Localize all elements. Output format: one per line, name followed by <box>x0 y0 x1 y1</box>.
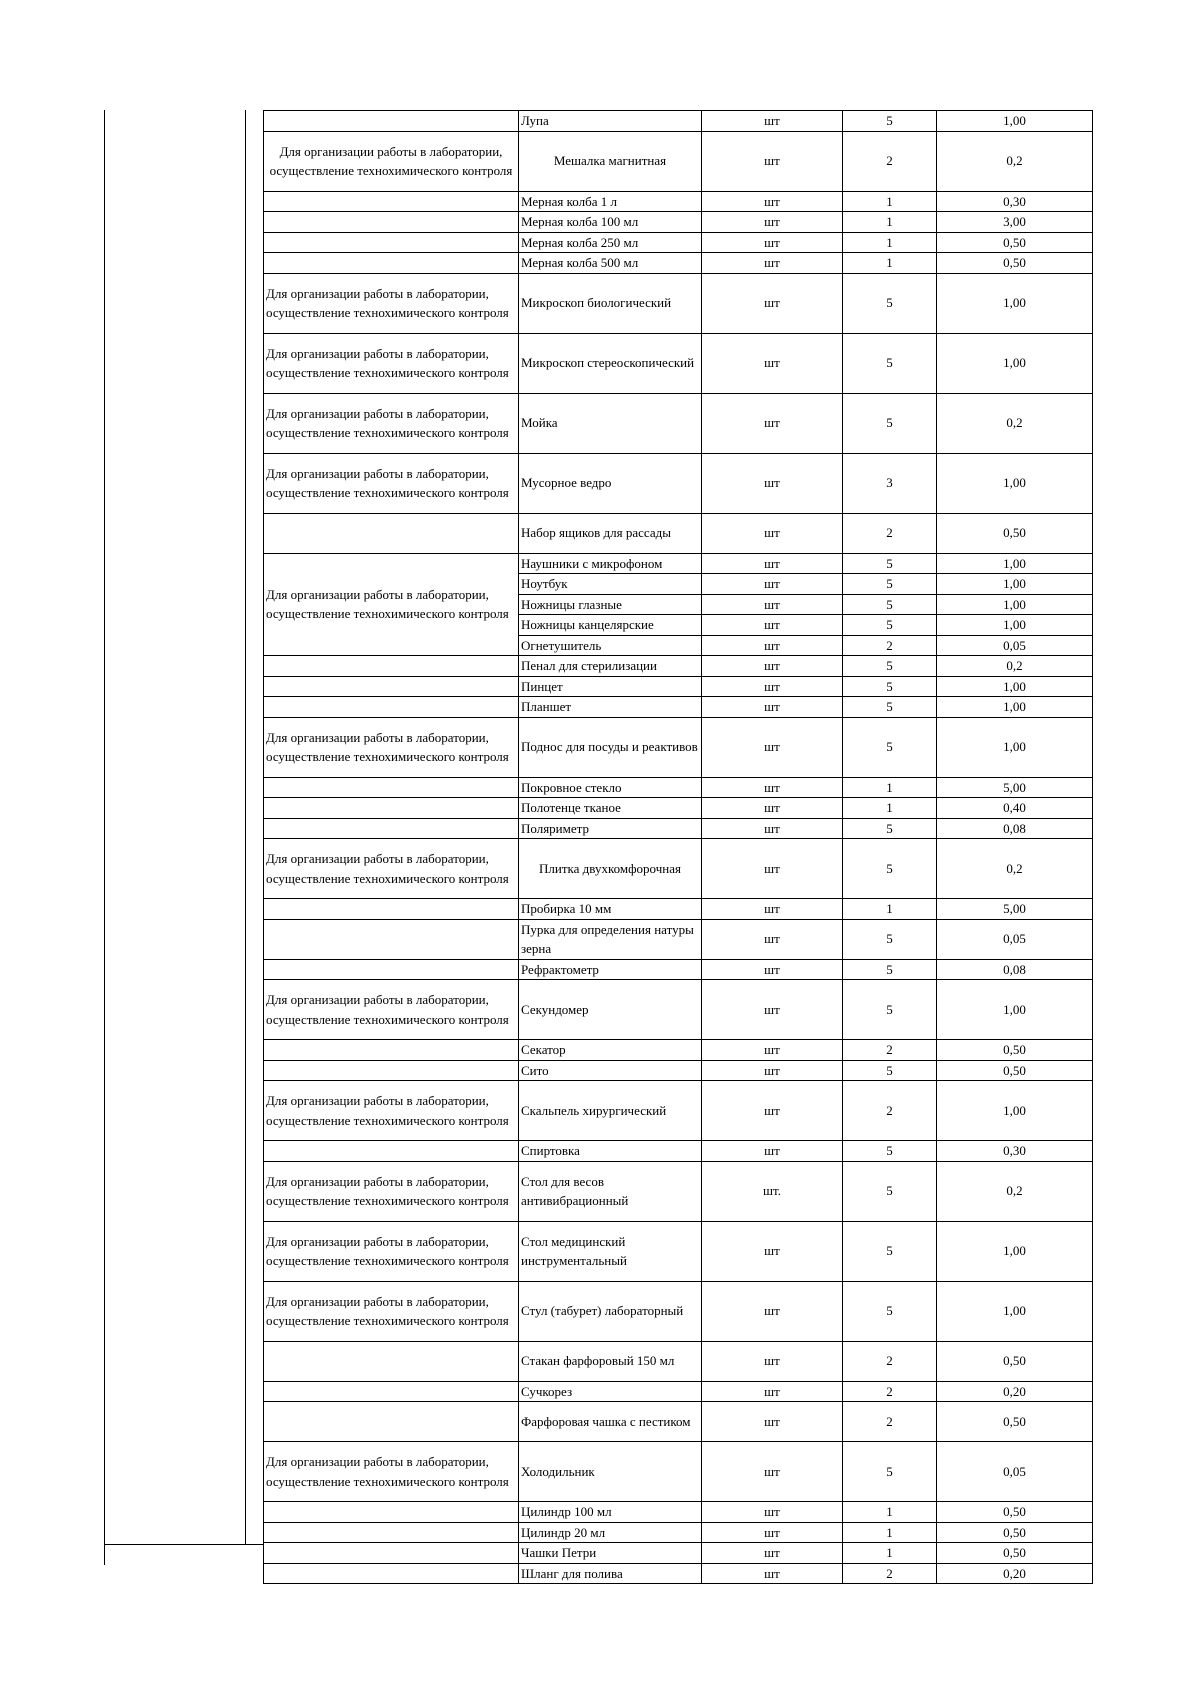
item-name-cell: Стакан фарфоровый 150 мл <box>519 1341 702 1381</box>
table-row <box>264 697 1093 718</box>
purpose-cell <box>264 1543 519 1564</box>
item-name-cell: Покровное стекло <box>519 777 702 798</box>
unit-cell: шт <box>702 798 843 819</box>
table-row <box>264 818 1093 839</box>
purpose-cell <box>264 1141 519 1162</box>
item-name-cell: Стул (табурет) лабораторный <box>519 1281 702 1341</box>
unit-cell: шт <box>702 1221 843 1281</box>
table-row <box>264 453 1093 513</box>
purpose-cell <box>264 191 519 212</box>
quantity-cell: 2 <box>843 131 937 191</box>
table-row <box>264 798 1093 819</box>
purpose-cell: Для организации работы в лаборатории, осуществление технохимического контроля <box>264 717 519 777</box>
purpose-cell: Для организации работы в лаборатории, осуществление технохимического контроля <box>264 1442 519 1502</box>
quantity-cell: 5 <box>843 717 937 777</box>
purpose-cell: Для организации работы в лаборатории, осуществление технохимического контроля <box>264 453 519 513</box>
service-life-cell: 1,00 <box>937 273 1093 333</box>
purpose-cell <box>264 212 519 233</box>
purpose-cell: Для организации работы в лаборатории, осуществление технохимического контроля <box>264 1081 519 1141</box>
purpose-cell <box>264 1381 519 1402</box>
service-life-cell: 0,08 <box>937 959 1093 980</box>
item-name-cell: Мерная колба 500 мл <box>519 253 702 274</box>
service-life-cell: 0,08 <box>937 818 1093 839</box>
service-life-cell: 1,00 <box>937 333 1093 393</box>
quantity-cell: 5 <box>843 1442 937 1502</box>
quantity-cell: 2 <box>843 1341 937 1381</box>
service-life-cell: 1,00 <box>937 615 1093 636</box>
unit-cell: шт <box>702 1543 843 1564</box>
item-name-cell: Ножницы глазные <box>519 594 702 615</box>
unit-cell: шт <box>702 513 843 553</box>
unit-cell: шт <box>702 1081 843 1141</box>
service-life-cell: 0,50 <box>937 1522 1093 1543</box>
service-life-cell: 0,20 <box>937 1563 1093 1584</box>
table-row <box>264 1563 1093 1584</box>
service-life-cell: 1,00 <box>937 1221 1093 1281</box>
table-row <box>264 1543 1093 1564</box>
purpose-cell: Для организации работы в лаборатории, осуществление технохимического контроля <box>264 131 519 191</box>
table-row <box>264 111 1093 132</box>
purpose-cell: Для организации работы в лаборатории, осуществление технохимического контроля <box>264 1281 519 1341</box>
unit-cell: шт <box>702 1402 843 1442</box>
service-life-cell: 0,30 <box>937 191 1093 212</box>
item-name-cell: Фарфоровая чашка с пестиком <box>519 1402 702 1442</box>
unit-cell: шт <box>702 453 843 513</box>
item-name-cell: Сито <box>519 1060 702 1081</box>
purpose-cell <box>264 111 519 132</box>
unit-cell: шт <box>702 594 843 615</box>
quantity-cell: 5 <box>843 574 937 595</box>
table-row <box>264 253 1093 274</box>
item-name-cell: Планшет <box>519 697 702 718</box>
quantity-cell: 5 <box>843 1141 937 1162</box>
left-border-line <box>104 110 105 1565</box>
quantity-cell: 1 <box>843 1543 937 1564</box>
equipment-table <box>263 110 1093 1584</box>
service-life-cell: 0,50 <box>937 1402 1093 1442</box>
service-life-cell: 0,50 <box>937 1543 1093 1564</box>
service-life-cell: 1,00 <box>937 1081 1093 1141</box>
item-name-cell: Поляриметр <box>519 818 702 839</box>
table-row <box>264 553 1093 574</box>
quantity-cell: 5 <box>843 1161 937 1221</box>
service-life-cell: 0,20 <box>937 1381 1093 1402</box>
unit-cell: шт <box>702 1442 843 1502</box>
service-life-cell: 1,00 <box>937 574 1093 595</box>
unit-cell: шт <box>702 191 843 212</box>
purpose-cell <box>264 1341 519 1381</box>
item-name-cell: Цилиндр 20 мл <box>519 1522 702 1543</box>
quantity-cell: 1 <box>843 191 937 212</box>
purpose-cell: Для организации работы в лаборатории, осуществление технохимического контроля <box>264 333 519 393</box>
item-name-cell: Скальпель хирургический <box>519 1081 702 1141</box>
quantity-cell: 5 <box>843 594 937 615</box>
unit-cell: шт <box>702 333 843 393</box>
quantity-cell: 5 <box>843 553 937 574</box>
service-life-cell: 0,50 <box>937 1060 1093 1081</box>
table-row <box>264 273 1093 333</box>
unit-cell: шт <box>702 1040 843 1061</box>
item-name-cell: Ножницы канцелярские <box>519 615 702 636</box>
purpose-cell: Для организации работы в лаборатории, осуществление технохимического контроля <box>264 553 519 656</box>
item-name-cell: Мерная колба 250 мл <box>519 232 702 253</box>
item-name-cell: Мерная колба 100 мл <box>519 212 702 233</box>
unit-cell: шт <box>702 919 843 959</box>
quantity-cell: 5 <box>843 656 937 677</box>
quantity-cell: 5 <box>843 839 937 899</box>
item-name-cell: Цилиндр 100 мл <box>519 1502 702 1523</box>
table-row <box>264 1060 1093 1081</box>
item-name-cell: Мусорное ведро <box>519 453 702 513</box>
item-name-cell: Поднос для посуды и реактивов <box>519 717 702 777</box>
section-bottom-line <box>104 1544 263 1545</box>
unit-cell: шт <box>702 553 843 574</box>
item-name-cell: Сучкорез <box>519 1381 702 1402</box>
unit-cell: шт <box>702 1281 843 1341</box>
unit-cell: шт <box>702 253 843 274</box>
item-name-cell: Пробирка 10 мм <box>519 899 702 920</box>
quantity-cell: 5 <box>843 273 937 333</box>
service-life-cell: 0,50 <box>937 1502 1093 1523</box>
item-name-cell: Пурка для определения натуры зерна <box>519 919 702 959</box>
item-name-cell: Лупа <box>519 111 702 132</box>
unit-cell: шт <box>702 717 843 777</box>
purpose-cell <box>264 656 519 677</box>
table-row <box>264 1522 1093 1543</box>
item-name-cell: Холодильник <box>519 1442 702 1502</box>
quantity-cell: 1 <box>843 253 937 274</box>
quantity-cell: 2 <box>843 1563 937 1584</box>
service-life-cell: 0,2 <box>937 131 1093 191</box>
quantity-cell: 1 <box>843 232 937 253</box>
service-life-cell: 0,2 <box>937 656 1093 677</box>
item-name-cell: Мойка <box>519 393 702 453</box>
item-name-cell: Мерная колба 1 л <box>519 191 702 212</box>
table-row <box>264 513 1093 553</box>
purpose-cell <box>264 1563 519 1584</box>
quantity-cell: 1 <box>843 777 937 798</box>
table-row <box>264 656 1093 677</box>
item-name-cell: Огнетушитель <box>519 635 702 656</box>
item-name-cell: Стол для весов антивибрационный <box>519 1161 702 1221</box>
item-name-cell: Микроскоп стереоскопический <box>519 333 702 393</box>
unit-cell: шт <box>702 1563 843 1584</box>
table-row <box>264 1081 1093 1141</box>
purpose-cell <box>264 818 519 839</box>
service-life-cell: 1,00 <box>937 453 1093 513</box>
table-row <box>264 333 1093 393</box>
table-row <box>264 899 1093 920</box>
service-life-cell: 3,00 <box>937 212 1093 233</box>
table-row <box>264 717 1093 777</box>
service-life-cell: 0,2 <box>937 393 1093 453</box>
quantity-cell: 2 <box>843 1081 937 1141</box>
unit-cell: шт <box>702 111 843 132</box>
unit-cell: шт <box>702 1141 843 1162</box>
purpose-cell <box>264 959 519 980</box>
quantity-cell: 2 <box>843 1381 937 1402</box>
unit-cell: шт <box>702 1502 843 1523</box>
service-life-cell: 1,00 <box>937 717 1093 777</box>
table-row <box>264 777 1093 798</box>
unit-cell: шт <box>702 1522 843 1543</box>
item-name-cell: Набор ящиков для рассады <box>519 513 702 553</box>
table-row <box>264 191 1093 212</box>
service-life-cell: 1,00 <box>937 697 1093 718</box>
table-row <box>264 1281 1093 1341</box>
service-life-cell: 0,05 <box>937 635 1093 656</box>
purpose-cell <box>264 697 519 718</box>
unit-cell: шт <box>702 839 843 899</box>
item-name-cell: Секундомер <box>519 980 702 1040</box>
service-life-cell: 1,00 <box>937 676 1093 697</box>
quantity-cell: 5 <box>843 333 937 393</box>
unit-cell: шт <box>702 131 843 191</box>
unit-cell: шт <box>702 656 843 677</box>
unit-cell: шт <box>702 1341 843 1381</box>
quantity-cell: 5 <box>843 1221 937 1281</box>
service-life-cell: 0,50 <box>937 1341 1093 1381</box>
service-life-cell: 0,50 <box>937 513 1093 553</box>
service-life-cell: 0,50 <box>937 253 1093 274</box>
item-name-cell: Наушники с микрофоном <box>519 553 702 574</box>
unit-cell: шт <box>702 959 843 980</box>
purpose-cell: Для организации работы в лаборатории, осуществление технохимического контроля <box>264 839 519 899</box>
table-row <box>264 1381 1093 1402</box>
table-row <box>264 1040 1093 1061</box>
item-name-cell: Рефрактометр <box>519 959 702 980</box>
quantity-cell: 3 <box>843 453 937 513</box>
item-name-cell: Плитка двухкомфорочная <box>519 839 702 899</box>
table-row <box>264 393 1093 453</box>
purpose-cell: Для организации работы в лаборатории, осуществление технохимического контроля <box>264 393 519 453</box>
item-name-cell: Спиртовка <box>519 1141 702 1162</box>
quantity-cell: 2 <box>843 1040 937 1061</box>
purpose-cell: Для организации работы в лаборатории, осуществление технохимического контроля <box>264 273 519 333</box>
quantity-cell: 5 <box>843 615 937 636</box>
service-life-cell: 0,05 <box>937 1442 1093 1502</box>
table-row <box>264 1161 1093 1221</box>
service-life-cell: 0,05 <box>937 919 1093 959</box>
quantity-cell: 5 <box>843 676 937 697</box>
unit-cell: шт <box>702 899 843 920</box>
unit-cell: шт <box>702 232 843 253</box>
unit-cell: шт. <box>702 1161 843 1221</box>
table-row <box>264 839 1093 899</box>
quantity-cell: 5 <box>843 980 937 1040</box>
item-name-cell: Пенал для стерилизации <box>519 656 702 677</box>
service-life-cell: 0,30 <box>937 1141 1093 1162</box>
quantity-cell: 1 <box>843 1502 937 1523</box>
unit-cell: шт <box>702 676 843 697</box>
service-life-cell: 1,00 <box>937 111 1093 132</box>
table-row <box>264 131 1093 191</box>
table-row <box>264 1221 1093 1281</box>
unit-cell: шт <box>702 818 843 839</box>
quantity-cell: 5 <box>843 111 937 132</box>
item-name-cell: Секатор <box>519 1040 702 1061</box>
table-row <box>264 1141 1093 1162</box>
unit-cell: шт <box>702 574 843 595</box>
quantity-cell: 5 <box>843 959 937 980</box>
unit-cell: шт <box>702 1060 843 1081</box>
service-life-cell: 0,2 <box>937 839 1093 899</box>
table-row <box>264 959 1093 980</box>
unit-cell: шт <box>702 635 843 656</box>
table-row <box>264 232 1093 253</box>
quantity-cell: 5 <box>843 393 937 453</box>
service-life-cell: 5,00 <box>937 899 1093 920</box>
purpose-cell <box>264 1040 519 1061</box>
purpose-cell <box>264 1402 519 1442</box>
table-row <box>264 1402 1093 1442</box>
purpose-cell <box>264 1060 519 1081</box>
table-row <box>264 919 1093 959</box>
service-life-cell: 0,50 <box>937 1040 1093 1061</box>
quantity-cell: 5 <box>843 919 937 959</box>
unit-cell: шт <box>702 212 843 233</box>
service-life-cell: 0,2 <box>937 1161 1093 1221</box>
item-name-cell: Полотенце тканое <box>519 798 702 819</box>
quantity-cell: 2 <box>843 513 937 553</box>
item-name-cell: Стол медицинский инструментальный <box>519 1221 702 1281</box>
quantity-cell: 1 <box>843 1522 937 1543</box>
purpose-cell <box>264 1502 519 1523</box>
purpose-cell <box>264 513 519 553</box>
section-border-line <box>245 110 246 1545</box>
item-name-cell: Шланг для полива <box>519 1563 702 1584</box>
quantity-cell: 5 <box>843 1060 937 1081</box>
service-life-cell: 1,00 <box>937 553 1093 574</box>
unit-cell: шт <box>702 393 843 453</box>
quantity-cell: 5 <box>843 697 937 718</box>
purpose-cell: Для организации работы в лаборатории, осуществление технохимического контроля <box>264 980 519 1040</box>
service-life-cell: 0,40 <box>937 798 1093 819</box>
item-name-cell: Пинцет <box>519 676 702 697</box>
quantity-cell: 2 <box>843 1402 937 1442</box>
service-life-cell: 0,50 <box>937 232 1093 253</box>
purpose-cell <box>264 232 519 253</box>
quantity-cell: 5 <box>843 818 937 839</box>
table-row <box>264 980 1093 1040</box>
table-row <box>264 1502 1093 1523</box>
purpose-cell <box>264 919 519 959</box>
quantity-cell: 1 <box>843 899 937 920</box>
quantity-cell: 5 <box>843 1281 937 1341</box>
unit-cell: шт <box>702 777 843 798</box>
table-row <box>264 1442 1093 1502</box>
purpose-cell <box>264 676 519 697</box>
item-name-cell: Микроскоп биологический <box>519 273 702 333</box>
unit-cell: шт <box>702 980 843 1040</box>
item-name-cell: Чашки Петри <box>519 1543 702 1564</box>
table-row <box>264 212 1093 233</box>
unit-cell: шт <box>702 1381 843 1402</box>
item-name-cell: Мешалка магнитная <box>519 131 702 191</box>
service-life-cell: 5,00 <box>937 777 1093 798</box>
purpose-cell: Для организации работы в лаборатории, осуществление технохимического контроля <box>264 1161 519 1221</box>
table-row <box>264 676 1093 697</box>
quantity-cell: 1 <box>843 798 937 819</box>
service-life-cell: 1,00 <box>937 980 1093 1040</box>
service-life-cell: 1,00 <box>937 1281 1093 1341</box>
quantity-cell: 1 <box>843 212 937 233</box>
purpose-cell <box>264 1522 519 1543</box>
table-row <box>264 1341 1093 1381</box>
unit-cell: шт <box>702 273 843 333</box>
service-life-cell: 1,00 <box>937 594 1093 615</box>
unit-cell: шт <box>702 615 843 636</box>
unit-cell: шт <box>702 697 843 718</box>
purpose-cell <box>264 253 519 274</box>
item-name-cell: Ноутбук <box>519 574 702 595</box>
purpose-cell <box>264 899 519 920</box>
purpose-cell: Для организации работы в лаборатории, осуществление технохимического контроля <box>264 1221 519 1281</box>
purpose-cell <box>264 798 519 819</box>
quantity-cell: 2 <box>843 635 937 656</box>
purpose-cell <box>264 777 519 798</box>
